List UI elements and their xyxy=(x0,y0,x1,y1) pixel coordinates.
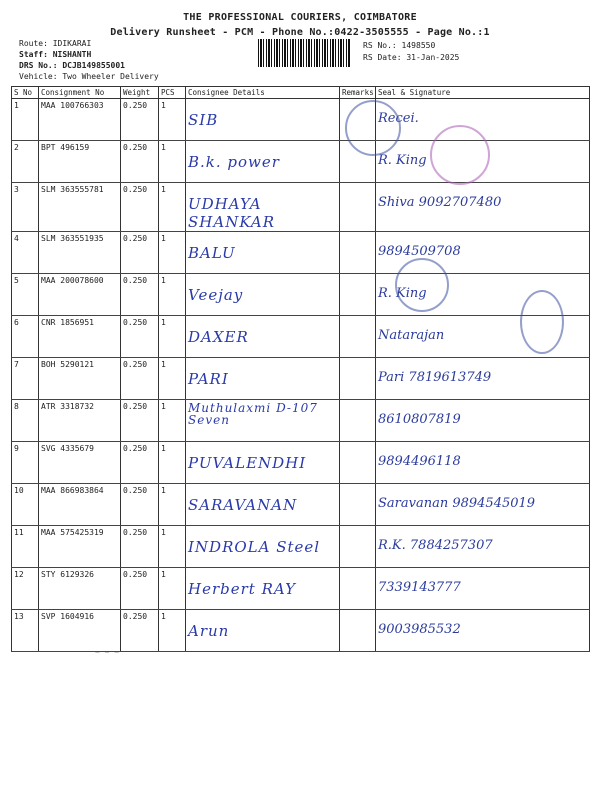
consignment-cell xyxy=(39,610,121,652)
table-header-row xyxy=(12,87,590,99)
signature-text: Pari 7819613749 xyxy=(378,370,492,385)
header-weight: Weight xyxy=(121,87,159,99)
signature-text: 9894496118 xyxy=(378,454,461,469)
pcs-cell xyxy=(159,183,186,232)
sno-value: 6 xyxy=(14,318,19,327)
pcs-cell xyxy=(159,526,186,568)
table-row xyxy=(12,274,590,316)
consignee-cell xyxy=(186,610,340,652)
table-row xyxy=(12,232,590,274)
remarks-cell xyxy=(340,316,376,358)
consignment-value: SVP 1604916 xyxy=(41,612,94,621)
seal-stamp xyxy=(430,125,490,185)
vehicle-value: Two Wheeler Delivery xyxy=(62,72,159,81)
consignee-cell xyxy=(186,183,340,232)
consignment-cell xyxy=(39,274,121,316)
signature-text: Shiva 9092707480 xyxy=(378,195,502,210)
pcs-cell xyxy=(159,484,186,526)
staff-value: NISHANTH xyxy=(52,50,92,59)
sno-cell xyxy=(12,183,39,232)
pcs-value: 1 xyxy=(161,234,166,243)
weight-cell xyxy=(121,183,159,232)
weight-cell xyxy=(121,484,159,526)
pcs-cell xyxy=(159,232,186,274)
rs-date-line xyxy=(363,53,459,62)
weight-value: 0.250 xyxy=(123,612,148,621)
weight-value: 0.250 xyxy=(123,185,148,194)
remarks-cell xyxy=(340,526,376,568)
drs-line xyxy=(19,61,125,70)
remarks-cell xyxy=(340,274,376,316)
rs-date-value: 31-Jan-2025 xyxy=(406,53,460,62)
pcs-value: 1 xyxy=(161,570,166,579)
vehicle-label: Vehicle: xyxy=(19,72,58,81)
route-line xyxy=(19,39,91,48)
signature-text: Recei. xyxy=(378,111,419,126)
signature-text: 7339143777 xyxy=(378,580,461,595)
seal-stamp xyxy=(345,100,401,156)
drs-label: DRS No.: xyxy=(19,61,58,70)
route-value: IDIKARAI xyxy=(52,39,92,48)
consignment-value: MAA 100766303 xyxy=(41,101,104,110)
remarks-cell xyxy=(340,610,376,652)
pcs-cell xyxy=(159,442,186,484)
pcs-cell xyxy=(159,141,186,183)
consignee-name: B.k. power xyxy=(188,153,280,171)
consignment-value: BOH 5290121 xyxy=(41,360,94,369)
sno-value: 12 xyxy=(14,570,24,579)
consignment-value: ATR 3318732 xyxy=(41,402,94,411)
consignment-cell xyxy=(39,484,121,526)
signature-cell xyxy=(376,358,590,400)
rs-no-value: 1498550 xyxy=(401,41,436,50)
delivery-table xyxy=(11,86,590,652)
barcode-image xyxy=(258,39,350,67)
weight-cell xyxy=(121,274,159,316)
remarks-cell xyxy=(340,442,376,484)
sno-cell xyxy=(12,141,39,183)
weight-value: 0.250 xyxy=(123,360,148,369)
staff-line xyxy=(19,50,91,59)
rs-date-label: RS Date: xyxy=(363,53,402,62)
header-signature: Seal & Signature xyxy=(376,87,590,99)
sno-cell xyxy=(12,316,39,358)
pcs-value: 1 xyxy=(161,143,166,152)
header-consignment: Consignment No xyxy=(39,87,121,99)
weight-cell xyxy=(121,442,159,484)
consignee-name: Veejay xyxy=(188,286,244,304)
signature-cell xyxy=(376,484,590,526)
sno-value: 4 xyxy=(14,234,19,243)
sno-value: 11 xyxy=(14,528,24,537)
consignment-value: SLM 363555781 xyxy=(41,185,104,194)
table-row xyxy=(12,358,590,400)
route-label: Route: xyxy=(19,39,48,48)
weight-cell xyxy=(121,526,159,568)
seal-stamp xyxy=(395,258,449,312)
pcs-cell xyxy=(159,274,186,316)
consignment-cell xyxy=(39,232,121,274)
sno-cell xyxy=(12,442,39,484)
consignment-value: MAA 575425319 xyxy=(41,528,104,537)
consignment-cell xyxy=(39,99,121,141)
signature-cell xyxy=(376,400,590,442)
pcs-value: 1 xyxy=(161,185,166,194)
consignee-cell xyxy=(186,274,340,316)
table-row xyxy=(12,183,590,232)
signature-cell xyxy=(376,610,590,652)
signature-text: R. King xyxy=(378,286,427,301)
header-consignee: Consignee Details xyxy=(186,87,340,99)
sno-cell xyxy=(12,568,39,610)
weight-cell xyxy=(121,400,159,442)
pcs-cell xyxy=(159,99,186,141)
scribble-mark: ~ ~ ~ xyxy=(95,648,120,657)
pcs-cell xyxy=(159,316,186,358)
consignment-value: SLM 363551935 xyxy=(41,234,104,243)
consignment-cell xyxy=(39,568,121,610)
remarks-cell xyxy=(340,484,376,526)
pcs-value: 1 xyxy=(161,101,166,110)
sno-cell xyxy=(12,99,39,141)
table-row xyxy=(12,400,590,442)
header-remarks: Remarks xyxy=(340,87,376,99)
header-sno: S No xyxy=(12,87,39,99)
pcs-value: 1 xyxy=(161,612,166,621)
weight-cell xyxy=(121,99,159,141)
signature-text: 9003985532 xyxy=(378,622,461,637)
sno-cell xyxy=(12,610,39,652)
consignee-name: BALU xyxy=(188,244,236,262)
weight-value: 0.250 xyxy=(123,402,148,411)
sno-cell xyxy=(12,358,39,400)
table-row xyxy=(12,141,590,183)
pcs-cell xyxy=(159,358,186,400)
pcs-cell xyxy=(159,610,186,652)
consignee-cell xyxy=(186,526,340,568)
table-row xyxy=(12,442,590,484)
pcs-value: 1 xyxy=(161,402,166,411)
consignee-name: UDHAYA SHANKAR xyxy=(188,195,276,231)
header-pcs: PCS xyxy=(159,87,186,99)
sno-value: 8 xyxy=(14,402,19,411)
pcs-value: 1 xyxy=(161,444,166,453)
sno-value: 5 xyxy=(14,276,19,285)
weight-cell xyxy=(121,232,159,274)
weight-value: 0.250 xyxy=(123,143,148,152)
signature-cell xyxy=(376,526,590,568)
consignee-name: PUVALENDHI xyxy=(188,454,307,472)
weight-cell xyxy=(121,358,159,400)
sno-value: 3 xyxy=(14,185,19,194)
signature-text: 9894509708 xyxy=(378,244,461,259)
signature-text: 8610807819 xyxy=(378,412,461,427)
consignee-cell xyxy=(186,358,340,400)
consignee-name: Muthulaxmi D-107 Seven xyxy=(188,401,318,427)
signature-text: R. King xyxy=(378,153,427,168)
staff-label: Staff: xyxy=(19,50,48,59)
sno-value: 2 xyxy=(14,143,19,152)
signature-text: Natarajan xyxy=(378,328,445,343)
consignee-cell xyxy=(186,442,340,484)
remarks-cell xyxy=(340,568,376,610)
consignee-name: INDROLA Steel xyxy=(188,538,321,556)
table-row xyxy=(12,526,590,568)
signature-cell xyxy=(376,183,590,232)
consignment-cell xyxy=(39,526,121,568)
signature-cell xyxy=(376,442,590,484)
consignee-name: Herbert RAY xyxy=(188,580,296,598)
pcs-value: 1 xyxy=(161,360,166,369)
pcs-value: 1 xyxy=(161,318,166,327)
sno-cell xyxy=(12,274,39,316)
consignee-cell xyxy=(186,141,340,183)
consignment-value: BPT 496159 xyxy=(41,143,90,152)
consignment-value: SVG 4335679 xyxy=(41,444,94,453)
pcs-value: 1 xyxy=(161,276,166,285)
table-row xyxy=(12,316,590,358)
consignee-name: PARI xyxy=(188,370,229,388)
consignee-cell xyxy=(186,484,340,526)
consignment-value: STY 6129326 xyxy=(41,570,94,579)
weight-value: 0.250 xyxy=(123,570,148,579)
consignee-cell xyxy=(186,316,340,358)
sno-value: 13 xyxy=(14,612,24,621)
consignee-name: DAXER xyxy=(188,328,249,346)
consignment-value: MAA 200078600 xyxy=(41,276,104,285)
remarks-cell xyxy=(340,232,376,274)
pcs-value: 1 xyxy=(161,486,166,495)
rs-no-label: RS No.: xyxy=(363,41,397,50)
company-title: THE PROFESSIONAL COURIERS, COIMBATORE xyxy=(183,12,417,23)
seal-stamp xyxy=(520,290,564,354)
pcs-cell xyxy=(159,400,186,442)
consignment-cell xyxy=(39,141,121,183)
consignment-cell xyxy=(39,316,121,358)
remarks-cell xyxy=(340,400,376,442)
consignment-value: CNR 1856951 xyxy=(41,318,94,327)
consignee-name: SARAVANAN xyxy=(188,496,298,514)
table-row xyxy=(12,99,590,141)
table-row xyxy=(12,610,590,652)
sno-value: 1 xyxy=(14,101,19,110)
signature-cell xyxy=(376,568,590,610)
sno-cell xyxy=(12,526,39,568)
vehicle-line xyxy=(19,72,159,81)
table-row xyxy=(12,568,590,610)
consignee-name: Arun xyxy=(188,622,230,640)
weight-value: 0.250 xyxy=(123,101,148,110)
pcs-cell xyxy=(159,568,186,610)
signature-text: Saravanan 9894545019 xyxy=(378,496,536,511)
sno-cell xyxy=(12,484,39,526)
table-row xyxy=(12,484,590,526)
weight-cell xyxy=(121,568,159,610)
weight-value: 0.250 xyxy=(123,318,148,327)
weight-value: 0.250 xyxy=(123,486,148,495)
weight-value: 0.250 xyxy=(123,276,148,285)
consignee-cell xyxy=(186,232,340,274)
consignee-cell xyxy=(186,400,340,442)
runsheet-subtitle: Delivery Runsheet - PCM - Phone No.:0422-3505555 - Page No.:1 xyxy=(110,27,490,38)
weight-cell xyxy=(121,316,159,358)
weight-value: 0.250 xyxy=(123,528,148,537)
consignee-cell xyxy=(186,568,340,610)
consignment-cell xyxy=(39,400,121,442)
sno-value: 10 xyxy=(14,486,24,495)
weight-cell xyxy=(121,141,159,183)
weight-value: 0.250 xyxy=(123,234,148,243)
sno-value: 9 xyxy=(14,444,19,453)
remarks-cell xyxy=(340,358,376,400)
weight-value: 0.250 xyxy=(123,444,148,453)
drs-value: DCJB149855001 xyxy=(62,61,125,70)
signature-text: R.K. 7884257307 xyxy=(378,538,493,553)
sno-value: 7 xyxy=(14,360,19,369)
sno-cell xyxy=(12,400,39,442)
consignment-cell xyxy=(39,442,121,484)
consignee-name: SIB xyxy=(188,111,219,129)
consignee-cell xyxy=(186,99,340,141)
consignment-cell xyxy=(39,358,121,400)
remarks-cell xyxy=(340,183,376,232)
sno-cell xyxy=(12,232,39,274)
weight-cell xyxy=(121,610,159,652)
consignment-value: MAA 866983864 xyxy=(41,486,104,495)
rs-no-line xyxy=(363,41,435,50)
pcs-value: 1 xyxy=(161,528,166,537)
consignment-cell xyxy=(39,183,121,232)
